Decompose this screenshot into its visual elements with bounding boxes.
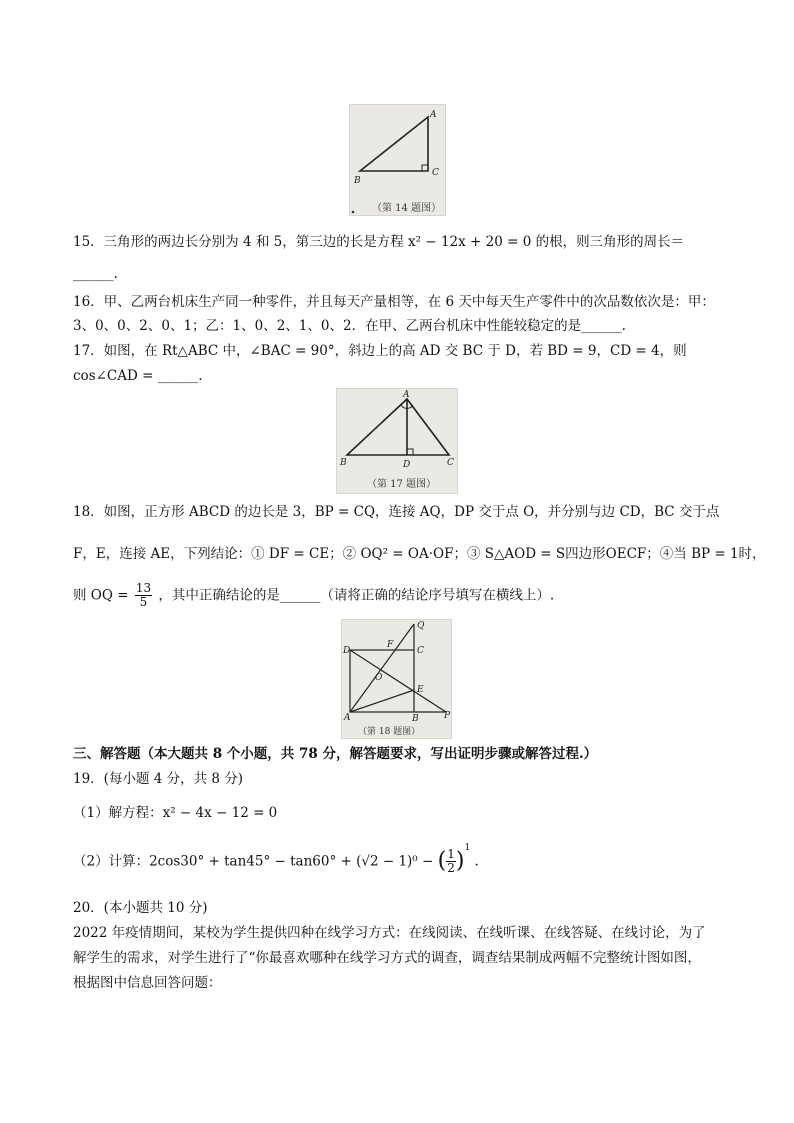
label-C: C <box>447 458 454 468</box>
question-19-part-2-suffix: . <box>474 853 479 870</box>
question-18-line-2: F，E，连接 AE，下列结论：① DF = CE；② OQ² = OA·OF；③ S△AOD = S四边形OECF；④当 BP = 1时， <box>73 546 766 562</box>
label-B: B <box>340 458 347 468</box>
question-20-line-3: 根据图中信息回答问题： <box>73 975 222 991</box>
question-15-line-2: ______. <box>73 266 118 282</box>
fraction-13-5 <box>135 582 152 609</box>
question-19-head: 19．(每小题 4 分，共 8 分) <box>73 771 244 787</box>
label-B: B <box>412 714 419 724</box>
fraction-denominator: 5 <box>139 595 148 609</box>
question-17-line-2: cos∠CAD = ______. <box>73 368 203 384</box>
label-C: C <box>417 646 424 656</box>
figure-14 <box>349 104 446 216</box>
figure-17 <box>336 388 458 494</box>
question-18-line-3-suffix: ，其中正确结论的是______（请将正确的结论序号填写在横线上）. <box>158 587 555 604</box>
fraction-numerator: 13 <box>135 581 152 595</box>
question-15-line-1: 15．三角形的两边长分别为 4 和 5，第三边的长是方程 x² − 12x + 20 = 0 的根，则三角形的周长＝ <box>73 234 685 250</box>
figure-14-caption: （第 14 题图） <box>372 203 442 214</box>
question-20-line-2: 解学生的需求，对学生进行了“你最喜欢哪种在线学习方式的调查，调查结果制成两幅不完整统计图如图， <box>73 950 701 966</box>
figure-18-caption: （第 18 题图） <box>358 727 421 737</box>
label-C: C <box>432 168 439 178</box>
fraction-numerator: 1 <box>447 847 455 861</box>
label-A: A <box>344 713 351 723</box>
question-19-part-2: （2）计算：2cos30° + tan45° − tan60° + (√2 − 1)⁰ − ( $\frac{1}{2}$ )$^1$ . <box>73 842 479 875</box>
question-18-line-1: 18．如图，正方形 ABCD 的边长是 3，BP = CQ，连接 AQ，DP 交于点 O，并分别与边 CD，BC 交于点 <box>73 504 720 520</box>
label-B: B <box>354 176 361 186</box>
question-16-line-1: 16．甲、乙两台机床生产同一种零件，并且每天产量相等，在 6 天中每天生产零件中的次品数依次是：甲： <box>73 294 715 310</box>
question-20-head: 20．(本小题共 10 分) <box>73 900 208 916</box>
fraction-1-2 <box>446 848 456 875</box>
label-D: D <box>343 646 351 656</box>
fraction-denominator: 2 <box>447 861 455 875</box>
question-17-line-1: 17．如图，在 Rt△ABC 中，∠BAC = 90°，斜边上的高 AD 交 BC 于 D，若 BD = 9，CD = 4，则 <box>73 343 687 359</box>
question-16-line-2: 3、0、0、2、0、1；乙：1、0、2、1、0、2．在甲、乙两台机床中性能较稳定的是______. <box>73 318 626 334</box>
question-19-part-2-prefix: （2）计算：2cos30° + tan45° − tan60° + (√2 − 1)⁰ − <box>73 853 434 870</box>
figure-18-diagram <box>342 620 451 738</box>
label-Q: Q <box>417 621 425 631</box>
label-P: P <box>444 711 451 721</box>
label-A: A <box>403 390 410 400</box>
label-D: D <box>403 460 411 470</box>
figure-18 <box>341 619 452 739</box>
label-O: O <box>375 673 383 683</box>
label-A: A <box>430 110 437 120</box>
question-19-part-1: （1）解方程：x² − 4x − 12 = 0 <box>73 805 278 821</box>
question-18-line-3-prefix: 则 OQ = <box>73 587 129 604</box>
question-18-line-3 <box>73 582 554 612</box>
section-3-heading: 三、解答题（本大题共 8 个小题，共 78 分，解答题要求，写出证明步骤或解答过程.） <box>73 746 598 762</box>
question-20-line-1: 2022 年疫情期间，某校为学生提供四种在线学习方式：在线阅读、在线听课、在线答疑、在线讨论，为了 <box>73 925 706 941</box>
label-F: F <box>387 640 394 650</box>
figure-17-caption: （第 17 题图） <box>367 479 437 490</box>
label-E: E <box>417 685 424 695</box>
exponent: 1 <box>464 842 471 853</box>
